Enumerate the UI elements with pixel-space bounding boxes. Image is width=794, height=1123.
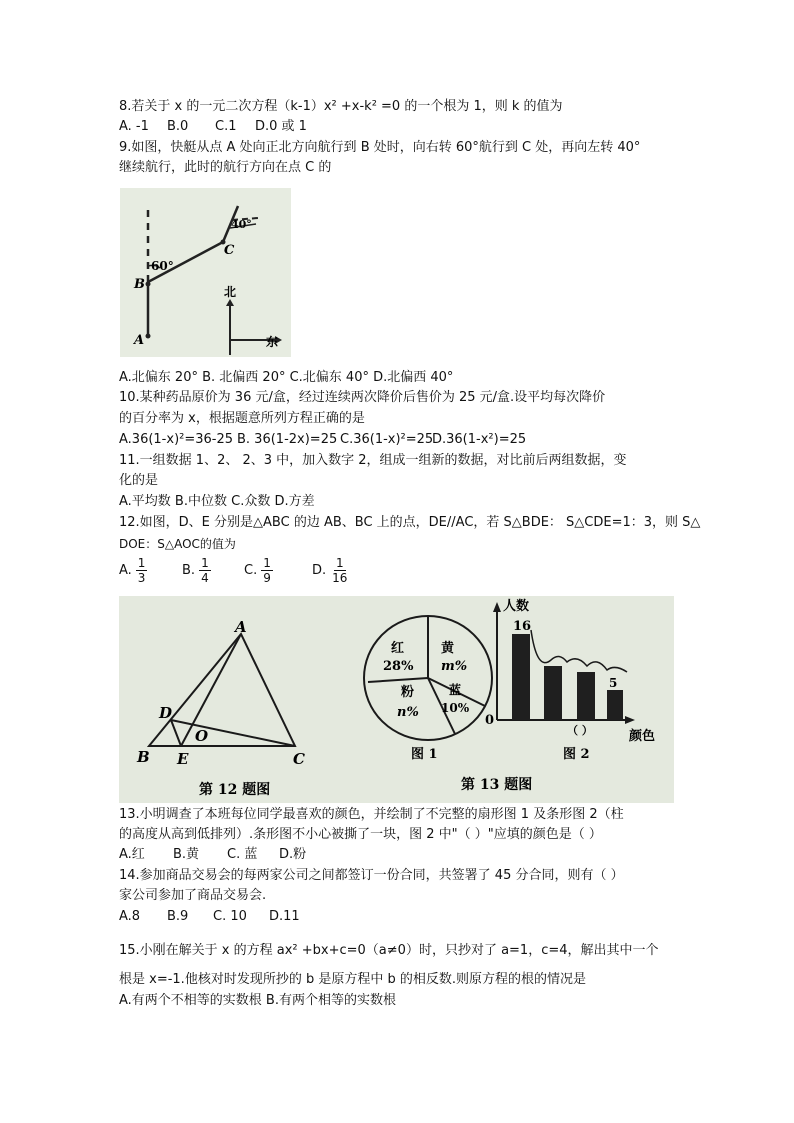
q13-option-c: C. 蓝 bbox=[227, 847, 258, 862]
q12-option-b-num: 1 bbox=[201, 556, 209, 570]
q13-bar-blank: （ ） bbox=[567, 724, 593, 737]
q13-bar-2 bbox=[544, 666, 562, 720]
q15-stem-line2: 根是 x=-1.他核对时发现所抄的 b 是原方程中 b 的相反数.则原方程的根的情况是 bbox=[119, 972, 586, 987]
q12-option-a-num: 1 bbox=[137, 556, 146, 570]
q8-options bbox=[119, 118, 307, 136]
q12-option-d bbox=[312, 556, 349, 585]
q13-fig2-label: 图 2 bbox=[563, 747, 590, 762]
q12-option-c bbox=[244, 556, 273, 585]
q12-option-a-label: A. bbox=[119, 563, 132, 578]
q12-option-d-label: D. bbox=[312, 563, 327, 578]
q13-pie-red-pct: 28% bbox=[383, 659, 414, 674]
q11-stem-line1: 11.一组数据 1、2、 2、3 中，加入数字 2，组成一组新的数据，对比前后两组数据，变 bbox=[119, 453, 627, 468]
q13-pie-red: 红 bbox=[391, 641, 405, 656]
q12-q13-figure bbox=[119, 596, 674, 803]
q13-bar-3 bbox=[577, 672, 595, 720]
q13-bar-value-5: 5 bbox=[609, 676, 618, 690]
q8-option-d: D.0 或 1 bbox=[255, 119, 307, 134]
q10-options bbox=[119, 431, 526, 449]
q14-stem-line2: 家公司参加了商品交易会. bbox=[119, 888, 267, 903]
q10-option-d: D.36(1-x²)=25 bbox=[432, 432, 527, 447]
q12-option-c-num: 1 bbox=[263, 556, 271, 570]
q9-angle-60: 60° bbox=[151, 259, 174, 273]
q14-stem-line1: 14.参加商品交易会的每两家公司之间都签订一份合同，共签署了 45 分合同，则有（ ） bbox=[119, 868, 624, 883]
q13-bar-xlabel: 颜色 bbox=[629, 729, 656, 744]
q10-option-b: B. 36(1-2x)=25 bbox=[237, 432, 338, 447]
q8-option-b: B.0 bbox=[167, 119, 189, 134]
q9-label-north: 北 bbox=[224, 285, 237, 299]
q9-options: A.北偏东 20° B. 北偏西 20° C.北偏东 40° D.北偏西 40° bbox=[119, 370, 454, 385]
q10-option-a: A.36(1-x)²=36-25 bbox=[119, 432, 234, 447]
q13-pie-yellow-pct: m% bbox=[441, 659, 468, 674]
q13-pie-blue-pct: 10% bbox=[441, 701, 470, 715]
q13-stem-line1: 13.小明调查了本班每位同学最喜欢的颜色，并绘制了不完整的扇形图 1 及条形图 2（柱 bbox=[119, 807, 624, 822]
q13-option-b: B.黄 bbox=[173, 847, 200, 862]
q9-label-a: A bbox=[134, 333, 145, 348]
q12-caption: 第 12 题图 bbox=[199, 782, 271, 798]
q14-option-b: B.9 bbox=[167, 909, 189, 924]
q13-stem-line2: 的高度从高到低排列）.条形图不小心被撕了一块，图 2 中"（ ）"应填的颜色是（ ） bbox=[119, 827, 602, 842]
q13-options bbox=[119, 846, 306, 864]
q8-stem: 8.若关于 x 的一元二次方程（k-1）x² +x-k² =0 的一个根为 1，则 k 的值为 bbox=[119, 99, 563, 114]
q13-option-a: A.红 bbox=[119, 847, 145, 862]
q12-stem-line1: 12.如图，D、E 分别是△ABC 的边 AB、BC 上的点，DE//AC，若 S△BDE： S△CDE=1：3，则 S△ bbox=[119, 515, 701, 530]
q13-caption: 第 13 题图 bbox=[461, 777, 533, 793]
q14-options bbox=[119, 908, 300, 926]
q12-label-d: D bbox=[159, 704, 173, 722]
q12-option-b bbox=[182, 556, 211, 585]
q11-stem-line2: 化的是 bbox=[119, 473, 159, 488]
q11-options: A.平均数 B.中位数 C.众数 D.方差 bbox=[119, 494, 315, 509]
q13-pie-yellow: 黄 bbox=[441, 641, 455, 656]
q12-label-e: E bbox=[177, 750, 189, 768]
q12-option-c-label: C. bbox=[244, 563, 258, 578]
q9-label-east: 东 bbox=[266, 335, 279, 349]
q12-stem-line2: DOE：S△AOC的值为 bbox=[119, 537, 236, 551]
q13-pie-pink-pct: n% bbox=[397, 705, 419, 720]
q10-stem-line2: 的百分率为 x，根据题意所列方程正确的是 bbox=[119, 411, 365, 426]
q12-option-d-den: 16 bbox=[332, 571, 348, 585]
q15-stem-line1: 15.小刚在解关于 x 的方程 ax² +bx+c=0（a≠0）时，只抄对了 a=1，c=4，解出其中一个 bbox=[119, 943, 659, 958]
q13-pie-blue: 蓝 bbox=[449, 683, 462, 697]
q13-bar-1 bbox=[512, 634, 530, 720]
q13-bar-ylabel: 人数 bbox=[503, 599, 530, 614]
q14-option-c: C. 10 bbox=[213, 909, 247, 924]
q13-bar-zero: 0 bbox=[485, 713, 495, 728]
q13-pie-pink: 粉 bbox=[401, 685, 415, 700]
q12-label-c: C bbox=[293, 750, 305, 768]
q12-option-c-den: 9 bbox=[263, 571, 271, 585]
q15-options: A.有两个不相等的实数根 B.有两个相等的实数根 bbox=[119, 993, 396, 1008]
q12-label-b: B bbox=[137, 748, 150, 766]
q9-stem-line2: 继续航行，此时的航行方向在点 C 的 bbox=[119, 160, 332, 175]
q9-figure bbox=[120, 188, 291, 357]
q13-fig1-label: 图 1 bbox=[411, 747, 438, 762]
q8-option-a: A. -1 bbox=[119, 119, 149, 134]
q9-angle-40: 40° bbox=[231, 218, 252, 231]
q9-label-c: C bbox=[224, 243, 235, 258]
q12-option-b-den: 4 bbox=[201, 571, 209, 585]
q12-label-o: O bbox=[195, 727, 209, 745]
q14-option-d: D.11 bbox=[269, 909, 300, 924]
q12-option-d-num: 1 bbox=[335, 556, 344, 570]
q13-bar-4 bbox=[607, 690, 623, 720]
q12-option-a-den: 3 bbox=[137, 571, 146, 585]
q14-option-a: A.8 bbox=[119, 909, 141, 924]
q12-option-a bbox=[119, 556, 147, 585]
q13-option-d: D.粉 bbox=[279, 847, 307, 862]
q12-label-a: A bbox=[235, 618, 247, 636]
q9-stem-line1: 9.如图，快艇从点 A 处向正北方向航行到 B 处时，向右转 60°航行到 C 处，再向左转 40° bbox=[119, 140, 641, 155]
q10-option-c: C.36(1-x)²=25 bbox=[340, 432, 434, 447]
q13-bar-value-16: 16 bbox=[513, 619, 532, 634]
q8-option-c: C.1 bbox=[215, 119, 237, 134]
q9-label-b: B bbox=[134, 277, 145, 292]
q10-stem-line1: 10.某种药品原价为 36 元/盒，经过连续两次降价后售价为 25 元/盒.设平均每次降价 bbox=[119, 390, 606, 405]
q12-option-b-label: B. bbox=[182, 563, 196, 578]
